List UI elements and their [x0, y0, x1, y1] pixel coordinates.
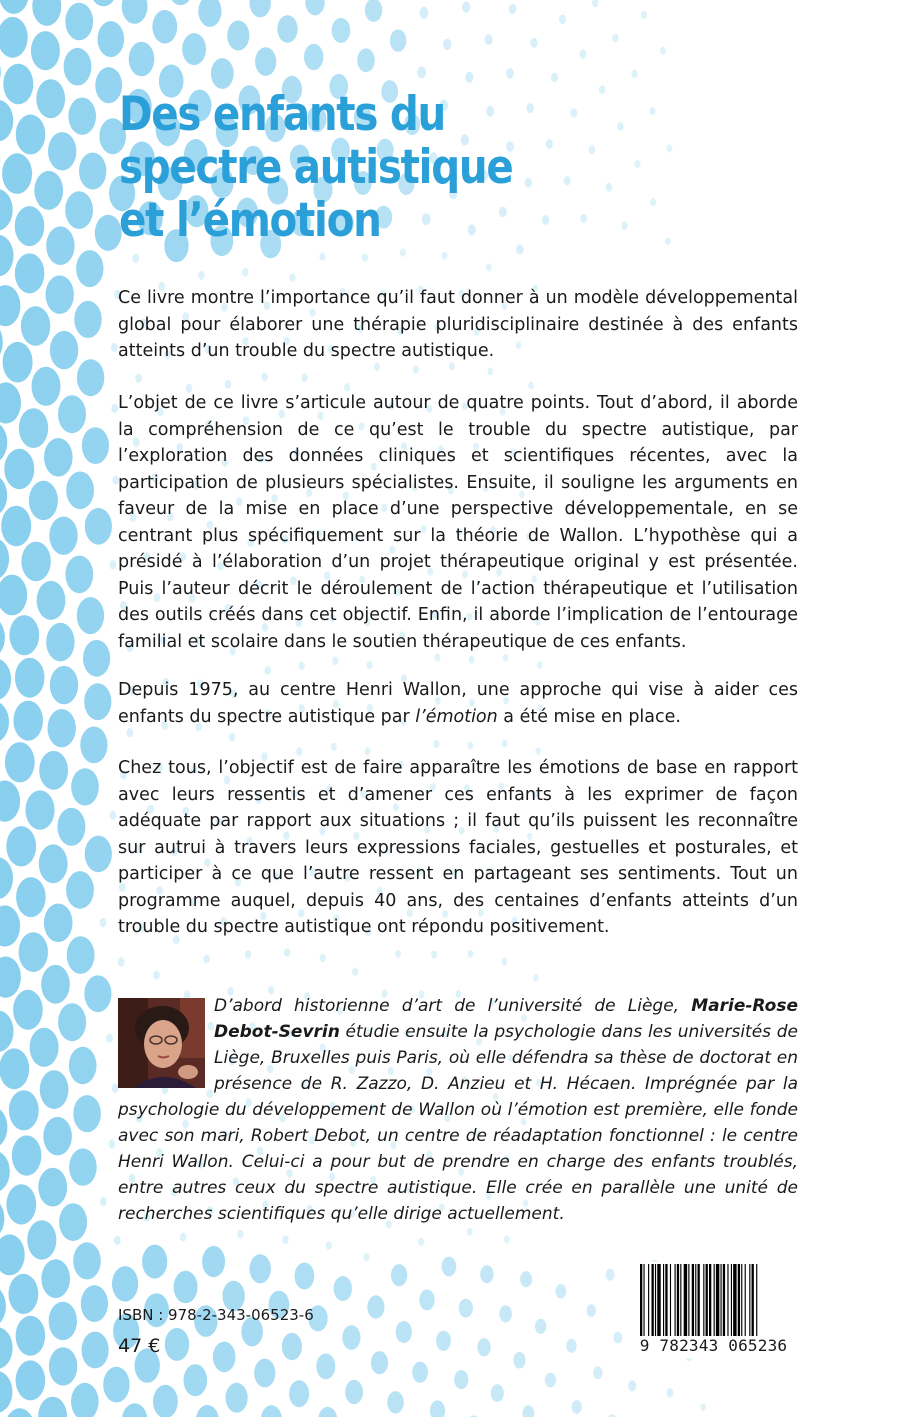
barcode-bar [670, 1264, 671, 1336]
barcode-bar [727, 1264, 728, 1336]
barcode-bar [721, 1264, 722, 1336]
barcode-bar [745, 1264, 746, 1336]
p3-text-after: a été mise en place. [497, 706, 681, 727]
barcode-bar [731, 1264, 732, 1336]
barcode-bar [695, 1264, 696, 1336]
barcode-bar [648, 1264, 649, 1336]
barcode-bar [675, 1264, 676, 1336]
barcode-bar [703, 1264, 704, 1336]
barcode-bar [643, 1264, 644, 1346]
barcode-bar [652, 1264, 654, 1336]
author-name: Marie-Rose Debot-Sevrin [214, 996, 798, 1042]
barcode-bar [692, 1264, 694, 1336]
barcode-bar [655, 1264, 656, 1336]
barcode-bar [663, 1264, 664, 1336]
title-line-1: Des enfants du [119, 87, 446, 142]
p3-italic-emotion: l’émotion [415, 706, 498, 727]
bio-text-after: étudie ensuite la psychologie dans les universités de Liège, Bruxelles puis Paris, où elle défendra sa thèse de doctorat en présence de R. Zazzo, D. Anzieu et H. Hécaen. Imprégnée par la psychologie du développement de Wallon où l’émotion est première, elle fonde avec son mari, Robert Debot, un centre de réadaptation fonctionnel : le centre Henri Wallon. Celui-ci a pour but de prendre en charge des enfants troublés, entre autres ceux du spectre autistique. Elle crée en parallèle une unité de recherches scientifiques qu’elle dirige actuellement. [118, 1022, 798, 1224]
book-title [119, 88, 839, 247]
p3-text-before: Depuis 1975, au centre Henri Wallon, une approche qui vise à aider ces enfants du spectre autistique par [118, 680, 798, 727]
price: 47 € [118, 1335, 161, 1357]
isbn: ISBN : 978-2-343-06523-6 [118, 1306, 314, 1324]
summary-paragraph-3 [118, 677, 798, 730]
barcode-bar [723, 1264, 725, 1336]
barcode-bar [698, 1264, 700, 1346]
photo-spacer [118, 993, 214, 1093]
barcode-bar [756, 1264, 757, 1346]
barcode-bar [741, 1264, 742, 1336]
barcode-bar [677, 1264, 679, 1336]
barcode-bar [665, 1264, 667, 1336]
barcode-bar [738, 1264, 740, 1336]
barcode-bar [706, 1264, 708, 1336]
barcode-bar [680, 1264, 681, 1336]
summary-paragraph-4: Chez tous, l’objectif est de faire apparaître les émotions de base en rapport avec leurs ressentis et d’amener ces enfants à les exprimer de façon adéquate par rapport aux situations ; il faut qu’ils puissent les reconnaître sur autrui à travers leurs expressions faciales, gestuelles et posturales, et participer à ce que l’autre ressent en partageant ses sentiments. Tout un programme auquel, depuis 40 ans, des centaines d’enfants atteints d’un trouble du spectre autistique ont répondu positivement. [118, 758, 798, 937]
title-line-2: spectre autistique [119, 140, 513, 195]
summary-paragraph-1: Ce livre montre l’importance qu’il faut donner à un modèle développemental global pour élaborer une thérapie pluridisciplinaire destinée à des enfants atteints d’un trouble du spectre autistique. [118, 288, 798, 361]
barcode-digits: 9 782343 065236 [630, 1336, 797, 1356]
barcode-bar [688, 1264, 689, 1336]
barcode-bar [657, 1264, 660, 1336]
summary-paragraph-2: L’objet de ce livre s’articule autour de quatre points. Tout d’abord, il aborde la compréhension de ce qu’est le trouble du spectre autistique, par l’exploration des données cliniques et scientifiques récentes, avec la participation de plusieurs spécialistes. Ensuite, il souligne les arguments en faveur de la mise en place d’une perspective développementale, en se centrant plus spécifiquement sur la théorie de Wallon. L’hypothèse qui a présidé à l’élaboration d’un projet thérapeutique original y est présentée. Puis l’auteur décrit le déroulement de l’action thérapeutique et l’utilisation des outils créés dans cet objectif. Enfin, il aborde l’implication de l’entourage familial et scolaire dans le soutien thérapeutique de ces enfants. [118, 393, 798, 652]
barcode-bar [684, 1264, 687, 1336]
title-line-3: et l’émotion [119, 193, 381, 248]
barcode-bar [752, 1264, 754, 1346]
bio-text-before: D’abord historienne d’art de l’université de Liège, [214, 996, 692, 1016]
barcode-bar [733, 1264, 736, 1336]
barcode-bar [714, 1264, 715, 1336]
barcode-bar [709, 1264, 711, 1336]
barcode-bar [749, 1264, 750, 1336]
barcode-bar [716, 1264, 719, 1336]
author-biography [118, 993, 798, 1227]
barcode-bar [640, 1264, 642, 1346]
